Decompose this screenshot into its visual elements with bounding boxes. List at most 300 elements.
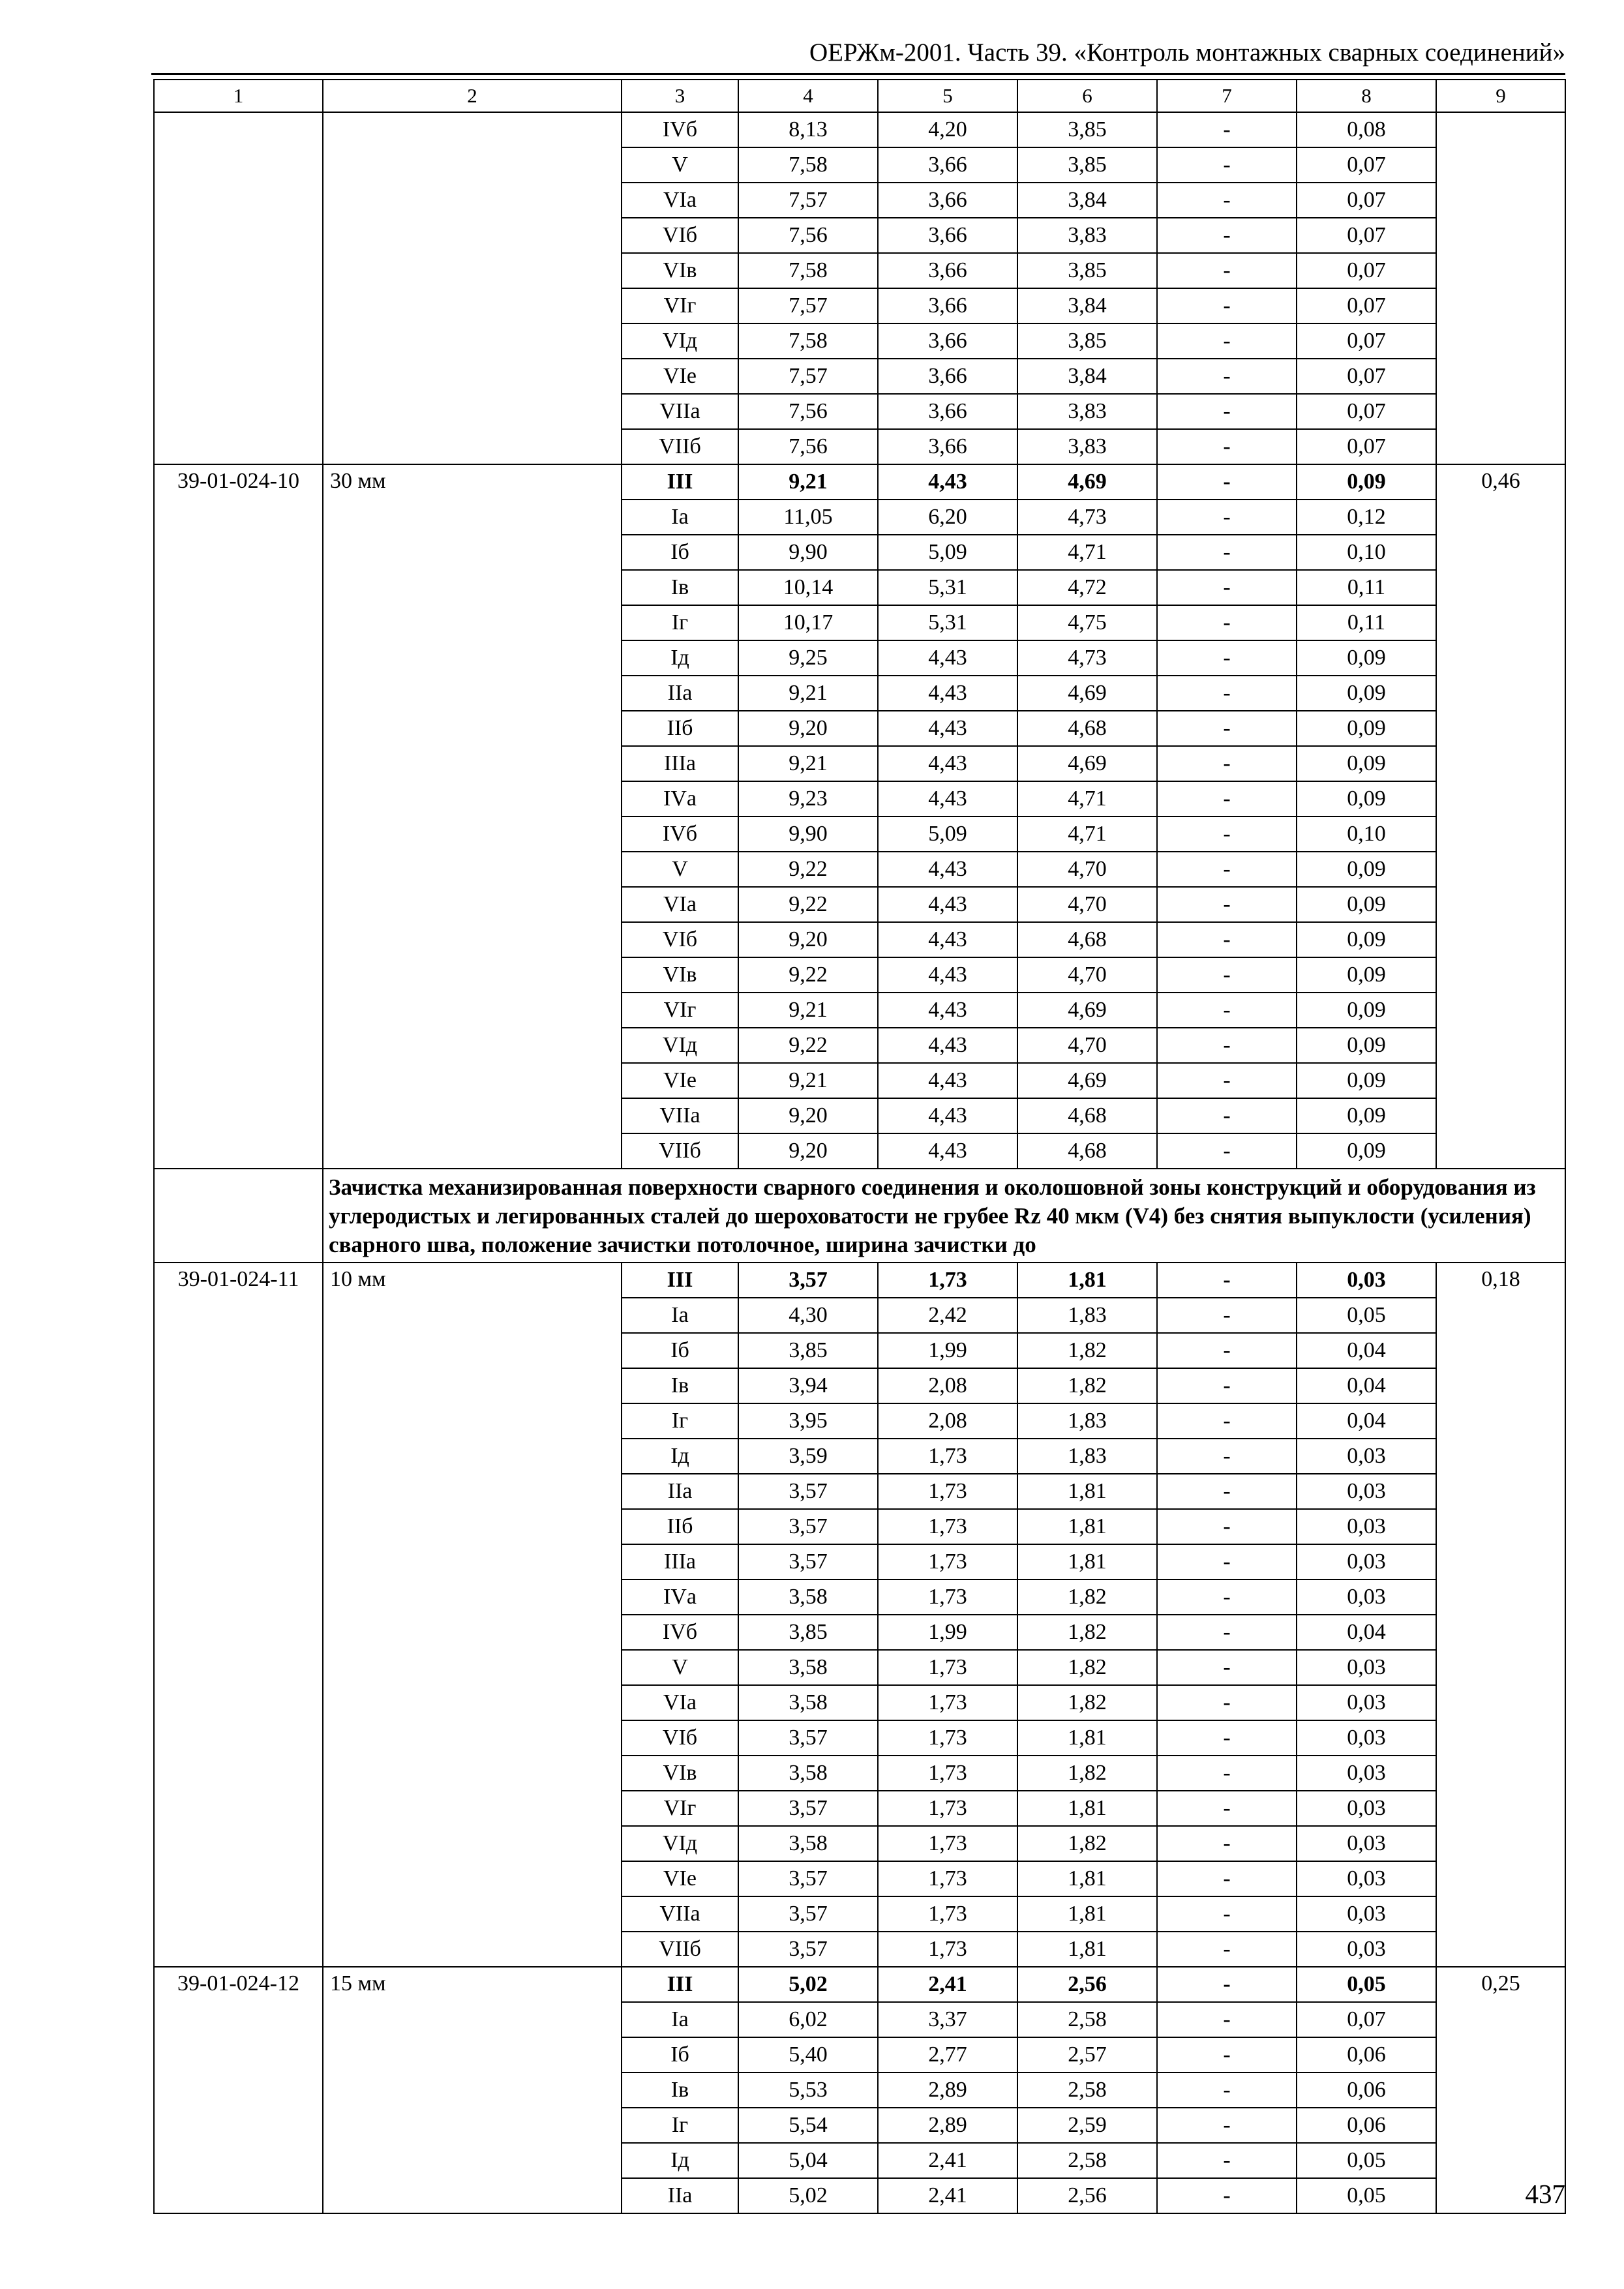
- zone-cell: Iв: [622, 570, 738, 605]
- zone-cell: III: [622, 1263, 738, 1298]
- labor-cell: 0,03: [1297, 1932, 1436, 1967]
- wages-cell: 5,09: [878, 816, 1017, 852]
- total-cost-cell: 7,58: [738, 323, 878, 359]
- materials-cell: -: [1157, 1861, 1297, 1896]
- labor-cell: 0,07: [1297, 429, 1436, 464]
- wages-cell: 1,73: [878, 1579, 1017, 1615]
- machines-cell: 4,70: [1017, 957, 1157, 993]
- labor-cell: 0,03: [1297, 1650, 1436, 1685]
- materials-cell: -: [1157, 2037, 1297, 2072]
- materials-cell: -: [1157, 1098, 1297, 1133]
- zone-cell: V: [622, 1650, 738, 1685]
- zone-cell: IIа: [622, 676, 738, 711]
- labor-cell: 0,03: [1297, 1509, 1436, 1544]
- total-cost-cell: 3,57: [738, 1861, 878, 1896]
- materials-cell: -: [1157, 2178, 1297, 2213]
- machines-cell: 4,69: [1017, 676, 1157, 711]
- machines-cell: 1,82: [1017, 1756, 1157, 1791]
- machines-cell: 3,84: [1017, 359, 1157, 394]
- materials-cell: -: [1157, 359, 1297, 394]
- total-cost-cell: 3,58: [738, 1826, 878, 1861]
- zone-cell: IIб: [622, 1509, 738, 1544]
- machines-cell: 1,83: [1017, 1439, 1157, 1474]
- machines-cell: 4,68: [1017, 922, 1157, 957]
- materials-cell: -: [1157, 1263, 1297, 1298]
- zone-cell: Iд: [622, 2143, 738, 2178]
- labor-cell: 0,03: [1297, 1544, 1436, 1579]
- labor-cell: 0,07: [1297, 394, 1436, 429]
- zone-cell: VIIа: [622, 1896, 738, 1932]
- zone-cell: IIб: [622, 711, 738, 746]
- machines-cell: 4,69: [1017, 746, 1157, 781]
- wages-cell: 4,43: [878, 1063, 1017, 1098]
- wages-cell: 4,43: [878, 676, 1017, 711]
- machines-cell: 1,82: [1017, 1579, 1157, 1615]
- wages-cell: 5,31: [878, 570, 1017, 605]
- zone-cell: III: [622, 464, 738, 500]
- materials-cell: -: [1157, 746, 1297, 781]
- wages-cell: 2,89: [878, 2072, 1017, 2108]
- item-size: 10 мм: [323, 1263, 622, 1967]
- machines-cell: 3,83: [1017, 218, 1157, 253]
- wages-cell: 3,66: [878, 218, 1017, 253]
- labor-cell: 0,07: [1297, 147, 1436, 183]
- labor-cell: 0,09: [1297, 1133, 1436, 1169]
- zone-cell: Iб: [622, 2037, 738, 2072]
- total-cost-cell: 9,21: [738, 676, 878, 711]
- wages-cell: 3,66: [878, 147, 1017, 183]
- total-cost-cell: 3,58: [738, 1579, 878, 1615]
- labor-cell: 0,05: [1297, 2143, 1436, 2178]
- zone-cell: Iг: [622, 1403, 738, 1439]
- machines-cell: 1,82: [1017, 1650, 1157, 1685]
- total-cost-cell: 9,23: [738, 781, 878, 816]
- materials-cell: -: [1157, 1650, 1297, 1685]
- total-cost-cell: 9,20: [738, 1098, 878, 1133]
- machines-cell: 2,58: [1017, 2002, 1157, 2037]
- wages-cell: 1,99: [878, 1615, 1017, 1650]
- wages-cell: 1,73: [878, 1932, 1017, 1967]
- materials-cell: -: [1157, 218, 1297, 253]
- wages-cell: 5,09: [878, 535, 1017, 570]
- wages-cell: 1,73: [878, 1685, 1017, 1720]
- materials-cell: -: [1157, 605, 1297, 640]
- wages-cell: 3,66: [878, 394, 1017, 429]
- total-cost-cell: 5,40: [738, 2037, 878, 2072]
- materials-cell: -: [1157, 1298, 1297, 1333]
- zone-cell: IVб: [622, 112, 738, 147]
- zone-cell: III: [622, 1967, 738, 2002]
- materials-cell: -: [1157, 1967, 1297, 2002]
- zone-cell: Iб: [622, 1333, 738, 1368]
- column-number: 9: [1436, 80, 1565, 112]
- machines-cell: 1,81: [1017, 1544, 1157, 1579]
- zone-cell: VIг: [622, 993, 738, 1028]
- zone-cell: IVб: [622, 816, 738, 852]
- zone-cell: Iа: [622, 1298, 738, 1333]
- total-cost-cell: 9,21: [738, 464, 878, 500]
- wages-cell: 2,08: [878, 1403, 1017, 1439]
- materials-cell: -: [1157, 922, 1297, 957]
- wages-cell: 6,20: [878, 500, 1017, 535]
- item-size: 30 мм: [323, 464, 622, 1169]
- materials-cell: -: [1157, 1028, 1297, 1063]
- total-cost-cell: 7,57: [738, 288, 878, 323]
- wages-cell: 2,89: [878, 2108, 1017, 2143]
- materials-cell: -: [1157, 1509, 1297, 1544]
- machines-cell: 1,81: [1017, 1474, 1157, 1509]
- column-number: 4: [738, 80, 878, 112]
- machines-cell: 4,70: [1017, 887, 1157, 922]
- wages-cell: 1,73: [878, 1791, 1017, 1826]
- labor-cell: 0,05: [1297, 2178, 1436, 2213]
- size-cell: [323, 112, 622, 464]
- zone-cell: VIIб: [622, 1932, 738, 1967]
- labor-cell: 0,06: [1297, 2037, 1436, 2072]
- materials-cell: -: [1157, 816, 1297, 852]
- wages-cell: 4,43: [878, 1133, 1017, 1169]
- zone-cell: Iд: [622, 1439, 738, 1474]
- labor-cell: 0,05: [1297, 1298, 1436, 1333]
- zone-cell: V: [622, 147, 738, 183]
- zone-cell: V: [622, 852, 738, 887]
- total-cost-cell: 3,57: [738, 1544, 878, 1579]
- column-number: 7: [1157, 80, 1297, 112]
- machines-cell: 1,81: [1017, 1791, 1157, 1826]
- machines-cell: 1,81: [1017, 1720, 1157, 1756]
- labor-cell: 0,07: [1297, 359, 1436, 394]
- wages-cell: 3,66: [878, 429, 1017, 464]
- wages-cell: 4,20: [878, 112, 1017, 147]
- labor-cell: 0,03: [1297, 1263, 1436, 1298]
- zone-cell: VIIб: [622, 1133, 738, 1169]
- materials-cell: -: [1157, 2072, 1297, 2108]
- total-cost-cell: 5,04: [738, 2143, 878, 2178]
- materials-cell: -: [1157, 1685, 1297, 1720]
- total-cost-cell: 3,57: [738, 1791, 878, 1826]
- item-code: 39-01-024-12: [154, 1967, 323, 2213]
- column-number: 8: [1297, 80, 1436, 112]
- materials-cell: -: [1157, 1826, 1297, 1861]
- materials-cell: -: [1157, 183, 1297, 218]
- price-table: [153, 79, 1566, 2214]
- zone-cell: VIа: [622, 183, 738, 218]
- machines-cell: 3,85: [1017, 112, 1157, 147]
- column-number-row: [154, 80, 1565, 112]
- labor-cell: 0,06: [1297, 2108, 1436, 2143]
- total-cost-cell: 7,56: [738, 429, 878, 464]
- materials-cell: -: [1157, 570, 1297, 605]
- zone-cell: VIIа: [622, 1098, 738, 1133]
- machines-cell: 4,70: [1017, 1028, 1157, 1063]
- machines-cell: 4,71: [1017, 535, 1157, 570]
- materials-cell: -: [1157, 535, 1297, 570]
- total-cost-cell: 7,56: [738, 394, 878, 429]
- wages-cell: 3,66: [878, 359, 1017, 394]
- materials-cell: -: [1157, 1063, 1297, 1098]
- zone-cell: VIг: [622, 1791, 738, 1826]
- materials-cell: -: [1157, 147, 1297, 183]
- labor-cell: 0,05: [1297, 1967, 1436, 2002]
- total-cost-cell: 5,02: [738, 1967, 878, 2002]
- materials-cell: -: [1157, 781, 1297, 816]
- machines-cell: 4,73: [1017, 500, 1157, 535]
- materials-cell: -: [1157, 2143, 1297, 2178]
- machines-cell: 4,69: [1017, 993, 1157, 1028]
- total-cost-cell: 9,20: [738, 1133, 878, 1169]
- labor-cell: 0,09: [1297, 887, 1436, 922]
- machines-cell: 2,57: [1017, 2037, 1157, 2072]
- labor-cell: 0,09: [1297, 957, 1436, 993]
- item-size: 15 мм: [323, 1967, 622, 2213]
- labor-cell: 0,09: [1297, 781, 1436, 816]
- machines-cell: 4,69: [1017, 1063, 1157, 1098]
- total-cost-cell: 3,94: [738, 1368, 878, 1403]
- labor-cell: 0,03: [1297, 1685, 1436, 1720]
- wages-cell: 2,08: [878, 1368, 1017, 1403]
- machines-cell: 3,85: [1017, 147, 1157, 183]
- wages-cell: 1,73: [878, 1826, 1017, 1861]
- zone-cell: VIг: [622, 288, 738, 323]
- labor-cell: 0,06: [1297, 2072, 1436, 2108]
- column-number: 3: [622, 80, 738, 112]
- table-body: [154, 80, 1565, 2213]
- materials-cell: -: [1157, 1896, 1297, 1932]
- labor-cell: 0,09: [1297, 711, 1436, 746]
- total-cost-cell: 9,22: [738, 957, 878, 993]
- item-total: 0,25: [1436, 1967, 1565, 2213]
- section-spacer-cell: [154, 1169, 323, 1263]
- labor-cell: 0,03: [1297, 1756, 1436, 1791]
- column-number: 5: [878, 80, 1017, 112]
- zone-cell: IIа: [622, 1474, 738, 1509]
- zone-cell: VIб: [622, 218, 738, 253]
- wages-cell: 1,73: [878, 1544, 1017, 1579]
- labor-cell: 0,09: [1297, 746, 1436, 781]
- total-cost-cell: 9,21: [738, 1063, 878, 1098]
- wages-cell: 2,41: [878, 1967, 1017, 2002]
- materials-cell: -: [1157, 1932, 1297, 1967]
- machines-cell: 4,71: [1017, 781, 1157, 816]
- machines-cell: 3,83: [1017, 429, 1157, 464]
- wages-cell: 4,43: [878, 781, 1017, 816]
- wages-cell: 4,43: [878, 464, 1017, 500]
- machines-cell: 2,58: [1017, 2143, 1157, 2178]
- total-cost-cell: 3,58: [738, 1650, 878, 1685]
- zone-cell: VIа: [622, 887, 738, 922]
- wages-cell: 1,73: [878, 1650, 1017, 1685]
- header-divider: [151, 73, 1565, 75]
- labor-cell: 0,04: [1297, 1403, 1436, 1439]
- total-cost-cell: 7,57: [738, 359, 878, 394]
- total-cost-cell: 3,57: [738, 1474, 878, 1509]
- zone-cell: Iв: [622, 2072, 738, 2108]
- zone-cell: VIв: [622, 253, 738, 288]
- machines-cell: 4,68: [1017, 1098, 1157, 1133]
- wages-cell: 3,66: [878, 288, 1017, 323]
- materials-cell: -: [1157, 429, 1297, 464]
- materials-cell: -: [1157, 464, 1297, 500]
- zone-cell: VIв: [622, 957, 738, 993]
- wages-cell: 4,43: [878, 711, 1017, 746]
- wages-cell: 1,73: [878, 1861, 1017, 1896]
- section-title-row: [154, 1169, 1565, 1263]
- wages-cell: 4,43: [878, 852, 1017, 887]
- zone-cell: VIб: [622, 1720, 738, 1756]
- total-cost-cell: 7,56: [738, 218, 878, 253]
- total-cost-cell: 3,58: [738, 1685, 878, 1720]
- machines-cell: 1,81: [1017, 1896, 1157, 1932]
- table-row: [154, 464, 1565, 500]
- total-cost-cell: 3,57: [738, 1896, 878, 1932]
- labor-cell: 0,11: [1297, 605, 1436, 640]
- materials-cell: -: [1157, 2108, 1297, 2143]
- wages-cell: 4,43: [878, 887, 1017, 922]
- labor-cell: 0,07: [1297, 218, 1436, 253]
- wages-cell: 1,73: [878, 1439, 1017, 1474]
- labor-cell: 0,03: [1297, 1720, 1436, 1756]
- total-cost-cell: 9,22: [738, 852, 878, 887]
- zone-cell: IIа: [622, 2178, 738, 2213]
- labor-cell: 0,09: [1297, 640, 1436, 676]
- zone-cell: VIа: [622, 1685, 738, 1720]
- machines-cell: 4,68: [1017, 1133, 1157, 1169]
- machines-cell: 4,69: [1017, 464, 1157, 500]
- total-cost-cell: 3,85: [738, 1333, 878, 1368]
- table-row: [154, 1967, 1565, 2002]
- total-cost-cell: 10,14: [738, 570, 878, 605]
- materials-cell: -: [1157, 1720, 1297, 1756]
- total-cost-cell: 4,30: [738, 1298, 878, 1333]
- machines-cell: 2,56: [1017, 2178, 1157, 2213]
- wages-cell: 3,37: [878, 2002, 1017, 2037]
- machines-cell: 1,81: [1017, 1263, 1157, 1298]
- labor-cell: 0,10: [1297, 535, 1436, 570]
- wages-cell: 4,43: [878, 922, 1017, 957]
- machines-cell: 1,82: [1017, 1615, 1157, 1650]
- machines-cell: 1,83: [1017, 1298, 1157, 1333]
- wages-cell: 1,73: [878, 1509, 1017, 1544]
- wages-cell: 3,66: [878, 183, 1017, 218]
- total-cost-cell: 10,17: [738, 605, 878, 640]
- labor-cell: 0,08: [1297, 112, 1436, 147]
- materials-cell: -: [1157, 957, 1297, 993]
- section-title: Зачистка механизированная поверхности сварного соединения и околошовной зоны конструкций и оборудования из углеродистых и легированных сталей до шероховатости не грубее Rz 40 мкм (V4) без снятия выпуклости (усиления) сварного шва, положение зачистки потолочное, ширина зачистки до: [323, 1169, 1565, 1263]
- zone-cell: VIв: [622, 1756, 738, 1791]
- materials-cell: -: [1157, 1579, 1297, 1615]
- materials-cell: -: [1157, 887, 1297, 922]
- materials-cell: -: [1157, 1615, 1297, 1650]
- labor-cell: 0,07: [1297, 253, 1436, 288]
- materials-cell: -: [1157, 1756, 1297, 1791]
- zone-cell: Iг: [622, 605, 738, 640]
- table-row: [154, 112, 1565, 147]
- zone-cell: VIIб: [622, 429, 738, 464]
- machines-cell: 1,81: [1017, 1861, 1157, 1896]
- total-cost-cell: 3,95: [738, 1403, 878, 1439]
- wages-cell: 1,99: [878, 1333, 1017, 1368]
- total-cost-cell: 9,22: [738, 887, 878, 922]
- table-row: [154, 1263, 1565, 1298]
- zone-cell: VIб: [622, 922, 738, 957]
- materials-cell: -: [1157, 500, 1297, 535]
- labor-cell: 0,09: [1297, 1063, 1436, 1098]
- materials-cell: -: [1157, 711, 1297, 746]
- zone-cell: VIд: [622, 1826, 738, 1861]
- zone-cell: IVа: [622, 781, 738, 816]
- total-cost-cell: 9,22: [738, 1028, 878, 1063]
- code-cell: [154, 112, 323, 464]
- labor-cell: 0,09: [1297, 676, 1436, 711]
- machines-cell: 1,81: [1017, 1509, 1157, 1544]
- materials-cell: -: [1157, 394, 1297, 429]
- materials-cell: -: [1157, 1133, 1297, 1169]
- total-cost-cell: 3,57: [738, 1263, 878, 1298]
- total-cost-cell: 3,59: [738, 1439, 878, 1474]
- wages-cell: 4,43: [878, 957, 1017, 993]
- materials-cell: -: [1157, 993, 1297, 1028]
- zone-cell: IIIа: [622, 746, 738, 781]
- materials-cell: -: [1157, 1403, 1297, 1439]
- materials-cell: -: [1157, 253, 1297, 288]
- total-cost-cell: 9,20: [738, 711, 878, 746]
- zone-cell: Iа: [622, 500, 738, 535]
- total-cost-cell: 3,57: [738, 1932, 878, 1967]
- labor-cell: 0,09: [1297, 1028, 1436, 1063]
- column-number: 1: [154, 80, 323, 112]
- materials-cell: -: [1157, 640, 1297, 676]
- zone-cell: VIд: [622, 1028, 738, 1063]
- total-cost-cell: 9,20: [738, 922, 878, 957]
- labor-cell: 0,09: [1297, 993, 1436, 1028]
- total-cost-cell: 3,57: [738, 1509, 878, 1544]
- zone-cell: Iа: [622, 2002, 738, 2037]
- wages-cell: 1,73: [878, 1720, 1017, 1756]
- machines-cell: 1,82: [1017, 1368, 1157, 1403]
- materials-cell: -: [1157, 112, 1297, 147]
- wages-cell: 3,66: [878, 323, 1017, 359]
- labor-cell: 0,07: [1297, 288, 1436, 323]
- zone-cell: IVб: [622, 1615, 738, 1650]
- zone-cell: Iв: [622, 1368, 738, 1403]
- labor-cell: 0,03: [1297, 1861, 1436, 1896]
- labor-cell: 0,03: [1297, 1579, 1436, 1615]
- item-total: 0,18: [1436, 1263, 1565, 1967]
- item-code: 39-01-024-11: [154, 1263, 323, 1967]
- materials-cell: -: [1157, 323, 1297, 359]
- materials-cell: -: [1157, 852, 1297, 887]
- wages-cell: 4,43: [878, 993, 1017, 1028]
- machines-cell: 1,82: [1017, 1826, 1157, 1861]
- total-cost-cell: 3,58: [738, 1756, 878, 1791]
- column-number: 6: [1017, 80, 1157, 112]
- total-cost-cell: 9,21: [738, 746, 878, 781]
- labor-cell: 0,09: [1297, 1098, 1436, 1133]
- page-header-title: ОЕРЖм-2001. Часть 39. «Контроль монтажных сварных соединений»: [809, 38, 1565, 67]
- wages-cell: 2,42: [878, 1298, 1017, 1333]
- machines-cell: 1,81: [1017, 1932, 1157, 1967]
- machines-cell: 3,85: [1017, 253, 1157, 288]
- labor-cell: 0,07: [1297, 323, 1436, 359]
- total-cost-cell: 5,54: [738, 2108, 878, 2143]
- wages-cell: 2,41: [878, 2143, 1017, 2178]
- labor-cell: 0,03: [1297, 1791, 1436, 1826]
- machines-cell: 4,73: [1017, 640, 1157, 676]
- wages-cell: 4,43: [878, 746, 1017, 781]
- total-cost-cell: 9,21: [738, 993, 878, 1028]
- machines-cell: 4,75: [1017, 605, 1157, 640]
- wages-cell: 2,41: [878, 2178, 1017, 2213]
